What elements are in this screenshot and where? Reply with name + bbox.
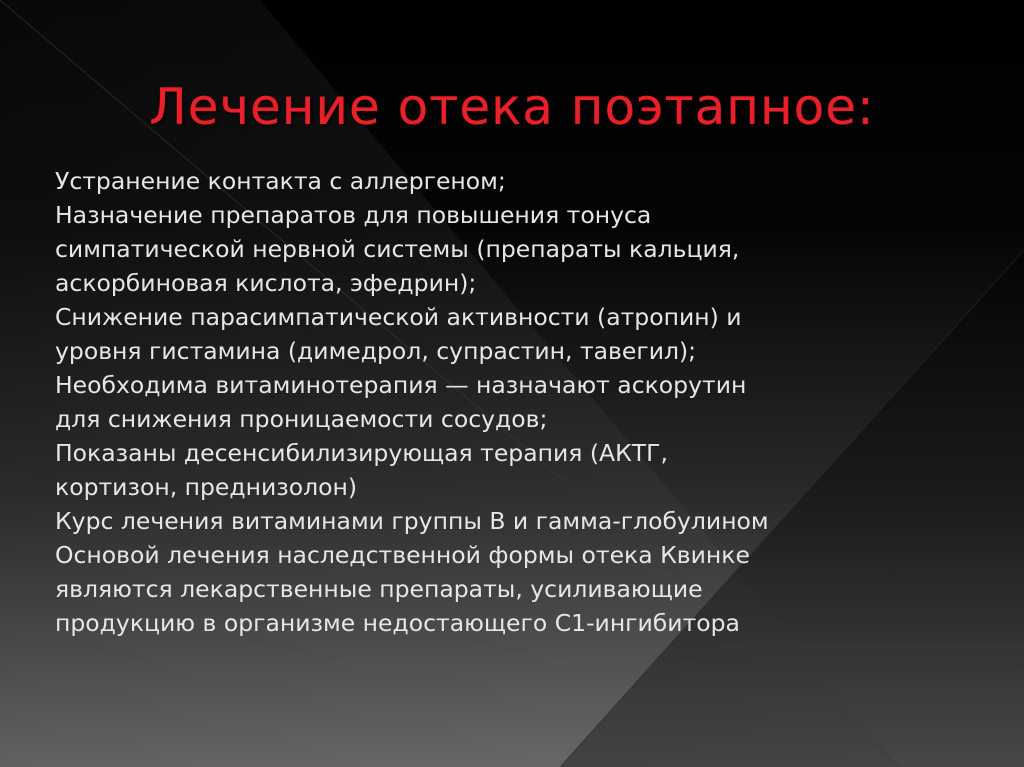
body-line: продукцию в организме недостающего С1-ингибитора <box>55 609 740 637</box>
body-line: Курс лечения витаминами группы В и гамма-глобулином <box>55 507 769 535</box>
slide-title: Лечение отека поэтапное: <box>149 78 875 136</box>
body-line: Основой лечения наследственной формы отека Квинке <box>55 541 750 569</box>
body-line: аскорбиновая кислота, эфедрин); <box>55 269 477 297</box>
body-line: Назначение препаратов для повышения тонуса <box>55 201 652 229</box>
body-line: симпатической нервной системы (препараты кальция, <box>55 235 740 263</box>
body-line: уровня гистамина (димедрол, супрастин, тавегил); <box>55 337 697 365</box>
body-line: Необходима витаминотерапия — назначают аскорутин <box>55 371 747 399</box>
body-line: для снижения проницаемости сосудов; <box>55 405 548 433</box>
body-line: являются лекарственные препараты, усиливающие <box>55 575 703 603</box>
body-line: кортизон, преднизолон) <box>55 473 358 501</box>
slide-body <box>55 164 955 640</box>
body-line: Снижение парасимпатической активности (атропин) и <box>55 303 742 331</box>
body-line: Устранение контакта с аллергеном; <box>55 167 506 195</box>
body-line: Показаны десенсибилизирующая терапия (АКТГ, <box>55 439 668 467</box>
